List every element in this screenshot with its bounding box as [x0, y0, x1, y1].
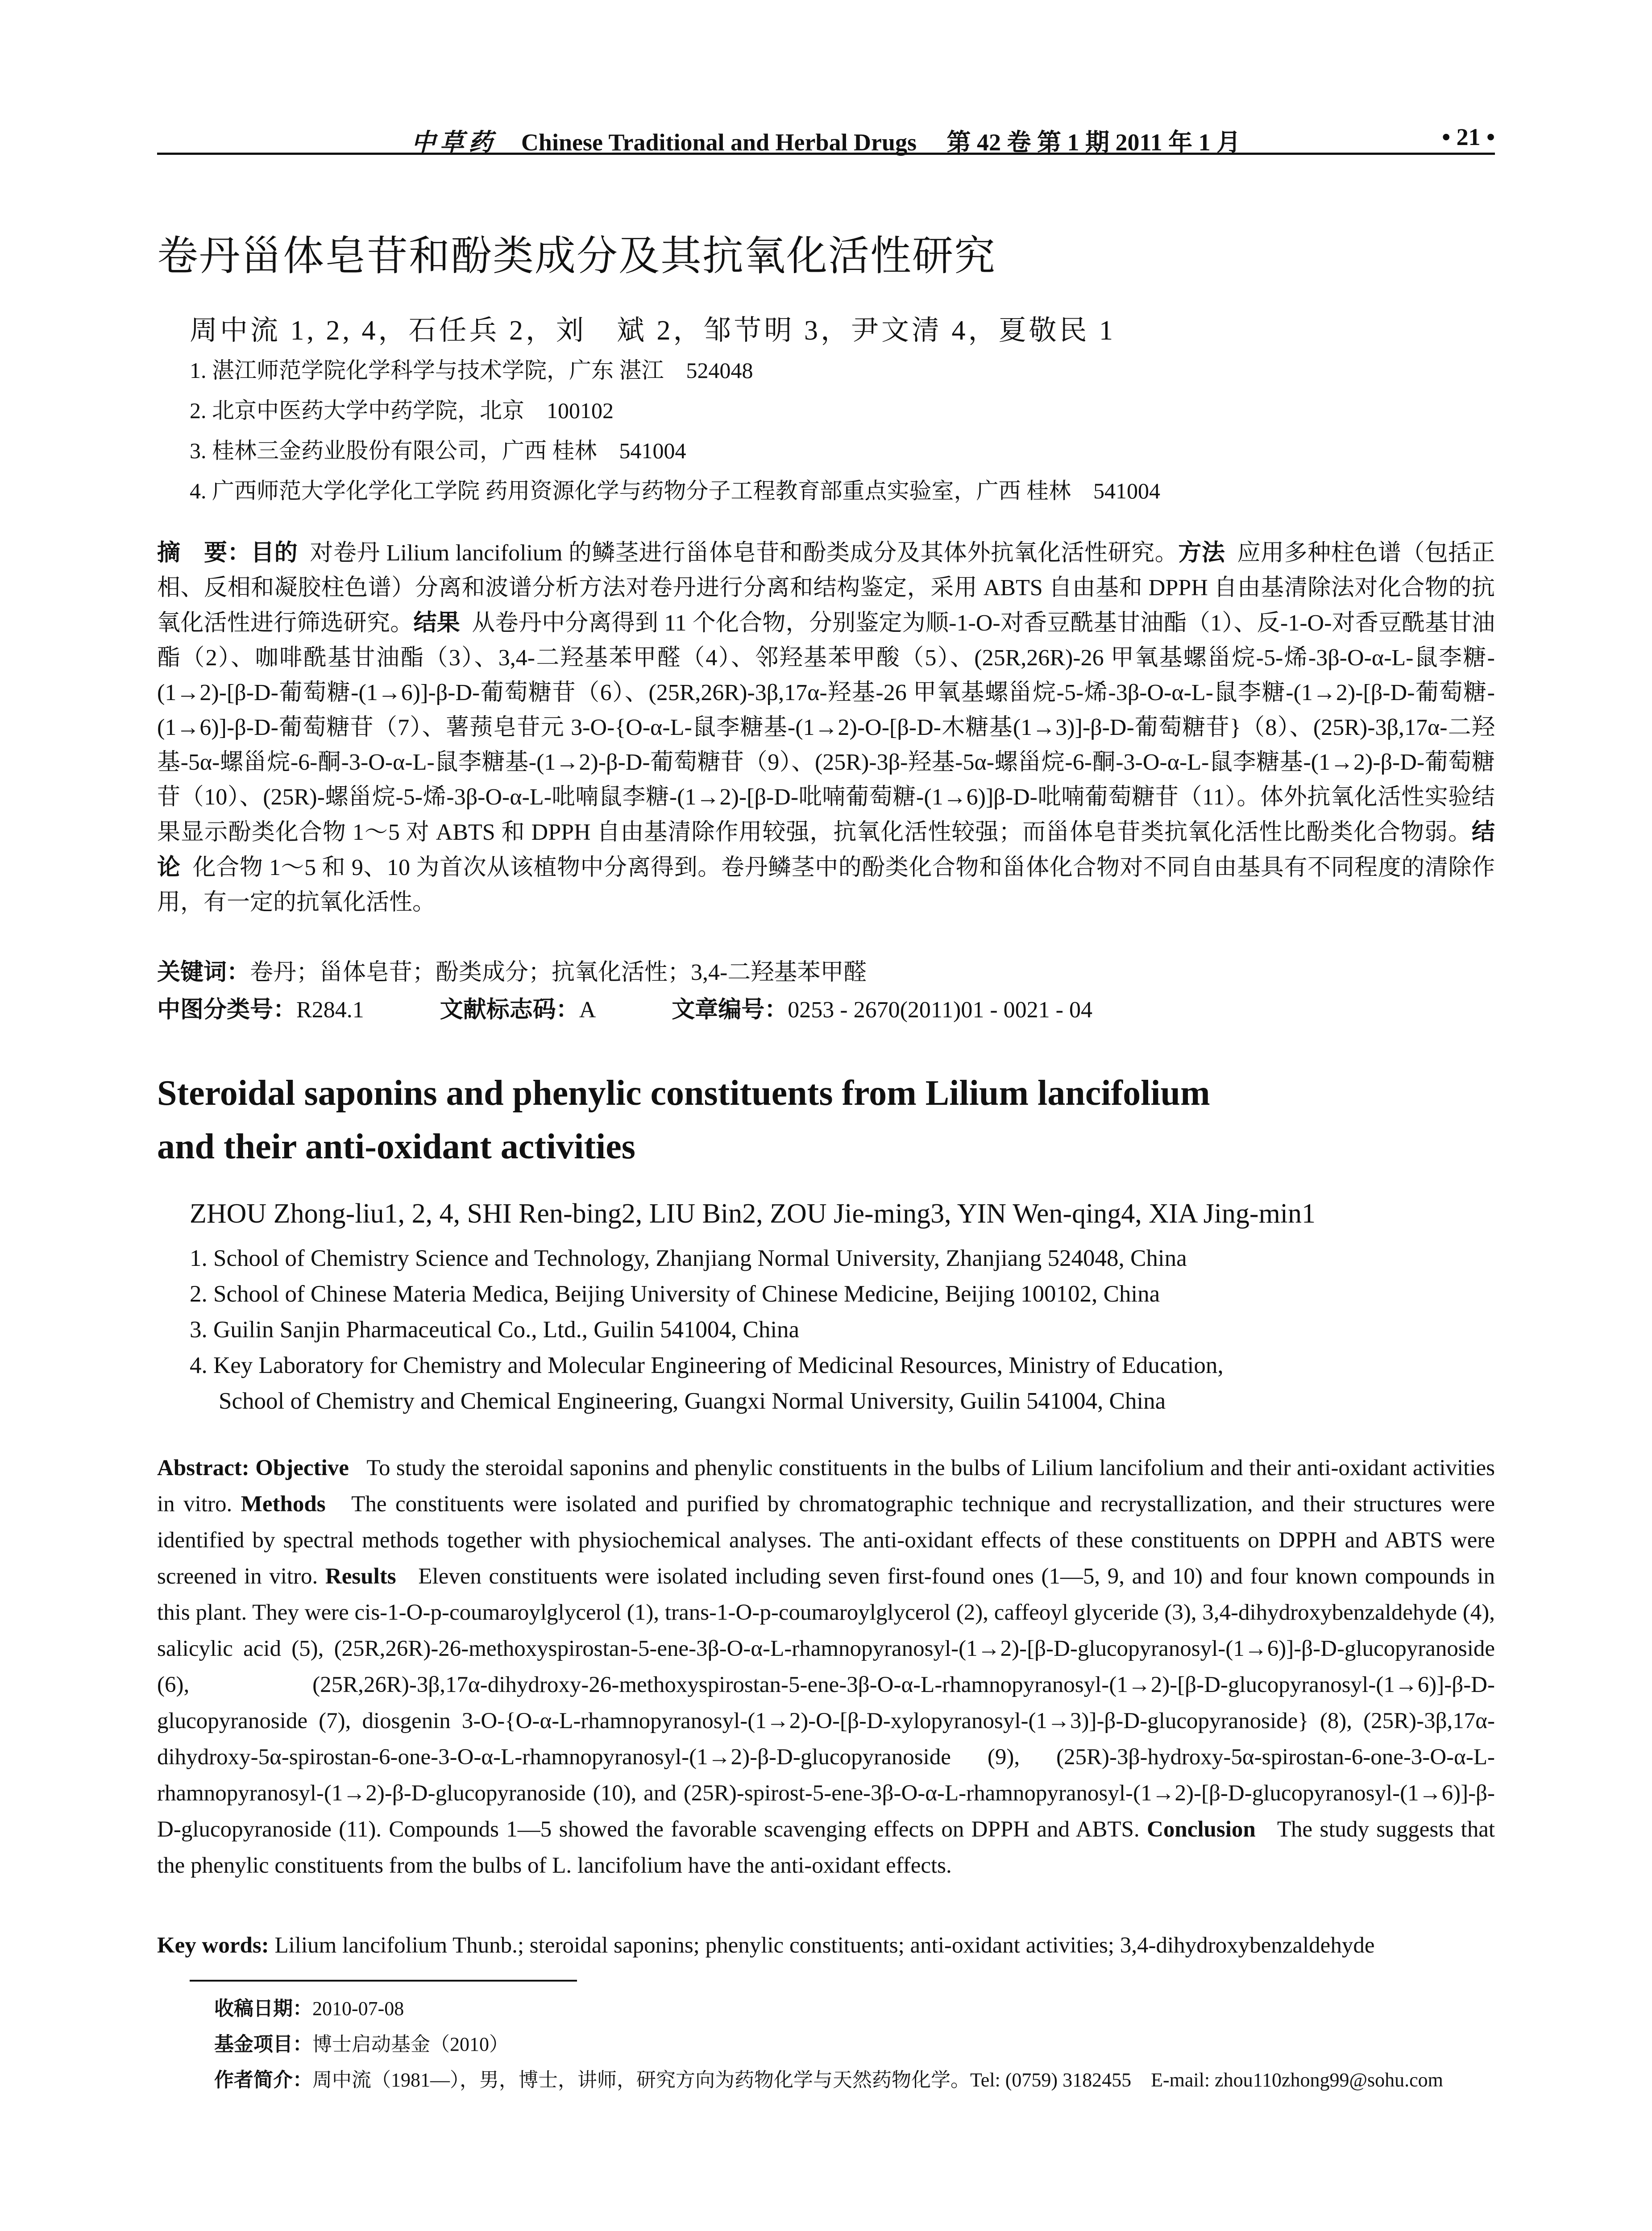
authors-cn: 周中流 1, 2, 4，石任兵 2，刘 斌 2，邹节明 3，尹文清 4，夏敬民 1 — [190, 315, 1116, 346]
keywords-cn-text: 卷丹；甾体皂苷；酚类成分；抗氧化活性；3,4-二羟基苯甲醛 — [250, 960, 867, 985]
abstract-en-objective-label: Objective — [255, 1456, 349, 1480]
abstract-en-label: Abstract: — [157, 1456, 249, 1480]
abstract-en-methods-label: Methods — [241, 1492, 326, 1517]
abstract-en-results: Eleven constituents were isolated including seven first-found ones (1—5, 9, and 10) and four known compounds in this plant. They were cis-1-O-p-coumaroylglycerol (1), trans-1-O-p-coumaroylglycerol (2), caffeoyl glyceride (3), 3,4-dihydroxybenzaldehyde (4), salicylic acid (5), (25R,26R)-26-methoxyspirostan-5-ene-3β-O-α-L-rhamnopyranosyl-(1→2)-[β-D-glucopyranosyl-(1→6)]-β-D-glucopyranoside (6), (25R,26R)-3β,17α-dihydroxy-26-methoxyspirostan-5-ene-3β-O-α-L-rhamnopyranosyl-(1→2)-[β-D-glucopyranosyl-(1→6)]-β-D-glucopyranoside (7), diosgenin 3-O-{O-α-L-rhamnopyranosyl-(1→2)-O-[β-D-xylopyranosyl-(1→3)]-β-D-glucopyranoside} (8), (25R)-3β,17α-dihydroxy-5α-spirostan-6-one-3-O-α-L-rhamnopyranosyl-(1→2)-β-D-glucopyranoside (9), (25R)-3β-hydroxy-5α-spirostan-6-one-3-O-α-L-rhamnopyranosyl-(1→2)-β-D-glucopyranoside (10), and (25R)-spirost-5-ene-3β-O-α-L-rhamnopyranosyl-(1→2)-[β-D-glucopyranosyl-(1→6)]-β-D-glucopyranoside (11). Compounds 1—5 showed the favorable scavenging effects on DPPH and ABTS. — [157, 1564, 1495, 1842]
running-header — [157, 117, 1495, 155]
abstract-en-results-label: Results — [325, 1564, 396, 1589]
abstract-cn-conclusion: 化合物 1～5 和 9、10 为首次从该植物中分离得到。卷丹鳞茎中的酚类化合物和甾体化合物对不同自由基具有不同程度的清除作用，有一定的抗氧化活性。 — [157, 855, 1495, 915]
keywords-cn-label: 关键词： — [157, 959, 250, 986]
title-cn: 卷丹甾体皂苷和酚类成分及其抗氧化活性研究 — [157, 232, 996, 280]
abstract-en-conclusion-label: Conclusion — [1147, 1817, 1256, 1842]
abstract-cn-results-label: 结果 — [413, 610, 460, 636]
abstract-en-methods: The constituents were isolated and purified by chromatographic technique and recrystallization, and their structures were identified by spectral methods together with physiochemical analyses. The anti-oxidant effects of these constituents on DPPH and ABTS were screened in vitro. — [157, 1492, 1495, 1589]
footnote-divider — [190, 1980, 577, 1982]
footnote-fund — [214, 2028, 509, 2057]
affiliation-cn-4: 4. 广西师范大学化学化工学院 药用资源化学与药物分子工程教育部重点实验室，广西 桂林 541004 — [190, 478, 1160, 503]
title-en-line-1: Steroidal saponins and phenylic constituents from Lilium lancifolium — [157, 1074, 1210, 1113]
abstract-en-objective: To study the steroidal saponins and phenylic constituents in the bulbs of Lilium lancifolium and their anti-oxidant activities in vitro. — [157, 1456, 1495, 1517]
received-label: 收稿日期： — [214, 1997, 312, 2020]
keywords-en-text: Lilium lancifolium Thunb.; steroidal saponins; phenylic constituents; anti-oxidant activities; 3,4-dihydroxybenzaldehyde — [274, 1933, 1375, 1958]
journal-issue: 第 42 卷 第 1 期 2011 年 1 月 — [946, 129, 1241, 156]
title-en — [157, 1066, 1495, 1174]
doc-code-label: 文献标志码： — [440, 996, 579, 1023]
clc-label: 中图分类号： — [157, 996, 297, 1023]
page-number: • 21 • — [1442, 124, 1495, 150]
received-date: 2010-07-08 — [312, 1998, 404, 2020]
abstract-cn-objective-label: 目的 — [251, 539, 298, 566]
keywords-en-label: Key words: — [157, 1933, 269, 1958]
fund-value: 博士启动基金（2010） — [312, 2033, 509, 2055]
classification-meta — [157, 991, 1495, 1024]
article-number-value: 0253 - 2670(2011)01 - 0021 - 04 — [788, 997, 1092, 1023]
header-center — [157, 123, 1495, 158]
affiliation-en-4: 4. Key Laboratory for Chemistry and Molecular Engineering of Medicinal Resources, Ministry of Education, — [190, 1352, 1224, 1378]
clc-value: R284.1 — [296, 997, 364, 1023]
title-en-line-2: and their anti-oxidant activities — [157, 1127, 635, 1166]
article-number-label: 文章编号： — [672, 996, 788, 1023]
abstract-cn-methods-label: 方法 — [1178, 539, 1225, 566]
abstract-cn-label: 摘 要： — [157, 539, 251, 566]
author-bio-label: 作者简介： — [214, 2069, 312, 2091]
affiliation-cn-3: 3. 桂林三金药业股份有限公司，广西 桂林 541004 — [190, 438, 686, 463]
abstract-en — [157, 1450, 1495, 1884]
footnote-author — [214, 2064, 1443, 2092]
doc-code-value: A — [579, 997, 596, 1023]
affiliation-en-2: 2. School of Chinese Materia Medica, Beijing University of Chinese Medicine, Beijing 100102, China — [190, 1281, 1160, 1307]
author-bio: 周中流（1981—），男，博士，讲师，研究方向为药物化学与天然药物化学。Tel: (0759) 3182455 E-mail: zhou110zhong99@sohu.com — [312, 2069, 1443, 2091]
abstract-cn-results: 从卷丹中分离得到 11 个化合物，分别鉴定为顺-1-O-对香豆酰基甘油酯（1）、反-1-O-对香豆酰基甘油酯（2）、咖啡酰基甘油酯（3）、3,4-二羟基苯甲醛（4）、邻羟基苯甲酸（5）、(25R,26R)-26 甲氧基螺甾烷-5-烯-3β-O-α-L-鼠李糖-(1→2)-[β-D-葡萄糖-(1→6)]-β-D-葡萄糖苷（6）、(25R,26R)-3β,17α-羟基-26 甲氧基螺甾烷-5-烯-3β-O-α-L-鼠李糖-(1→2)-[β-D-葡萄糖-(1→6)]-β-D-葡萄糖苷（7）、薯蓣皂苷元 3-O-{O-α-L-鼠李糖基-(1→2)-O-[β-D-木糖基(1→3)]-β-D-葡萄糖苷}（8）、(25R)-3β,17α-二羟基-5α-螺甾烷-6-酮-3-O-α-L-鼠李糖基-(1→2)-β-D-葡萄糖苷（9）、(25R)-3β-羟基-5α-螺甾烷-6-酮-3-O-α-L-鼠李糖基-(1→2)-β-D-葡萄糖苷（10）、(25R)-螺甾烷-5-烯-3β-O-α-L-吡喃鼠李糖-(1→2)-[β-D-吡喃葡萄糖-(1→6)]β-D-吡喃葡萄糖苷（11）。体外抗氧化活性实验结果显示酚类化合物 1～5 对 ABTS 和 DPPH 自由基清除作用较强，抗氧化活性较强；而甾体皂苷类抗氧化活性比酚类化合物弱。 — [157, 610, 1495, 845]
abstract-cn — [157, 535, 1495, 920]
keywords-en — [157, 1928, 1495, 1964]
affiliation-cn-2: 2. 北京中医药大学中药学院，北京 100102 — [190, 398, 614, 423]
abstract-cn-conclusion-label: 结论 — [157, 819, 1495, 881]
affiliation-en-3: 3. Guilin Sanjin Pharmaceutical Co., Ltd., Guilin 541004, China — [190, 1317, 800, 1343]
affiliation-en-1: 1. School of Chemistry Science and Technology, Zhanjiang Normal University, Zhanjiang 524048, China — [190, 1245, 1187, 1271]
keywords-cn — [157, 955, 1495, 990]
affiliation-en-4-cont: School of Chemistry and Chemical Engineering, Guangxi Normal University, Guilin 541004, China — [219, 1388, 1166, 1414]
abstract-cn-objective: 对卷丹 Lilium lancifolium 的鳞茎进行甾体皂苷和酚类成分及其体外抗氧化活性研究。 — [310, 540, 1179, 566]
journal-name-cn: 中草药 — [411, 129, 497, 156]
footnote-received — [214, 1992, 404, 2021]
abstract-cn-methods: 应用多种柱色谱（包括正相、反相和凝胶柱色谱）分离和波谱分析方法对卷丹进行分离和结构鉴定，采用 ABTS 自由基和 DPPH 自由基清除法对化合物的抗氧化活性进行筛选研究。 — [157, 540, 1495, 636]
journal-name-en: Chinese Traditional and Herbal Drugs — [521, 129, 917, 156]
abstract-en-conclusion: The study suggests that the phenylic constituents from the bulbs of L. lancifolium have the anti-oxidant effects. — [157, 1817, 1495, 1878]
affiliation-cn-1: 1. 湛江师范学院化学科学与技术学院，广东 湛江 524048 — [190, 358, 753, 383]
fund-label: 基金项目： — [214, 2033, 312, 2056]
authors-en: ZHOU Zhong-liu1, 2, 4, SHI Ren-bing2, LIU Bin2, ZOU Jie-ming3, YIN Wen-qing4, XIA Jing-min1 — [190, 1198, 1316, 1229]
